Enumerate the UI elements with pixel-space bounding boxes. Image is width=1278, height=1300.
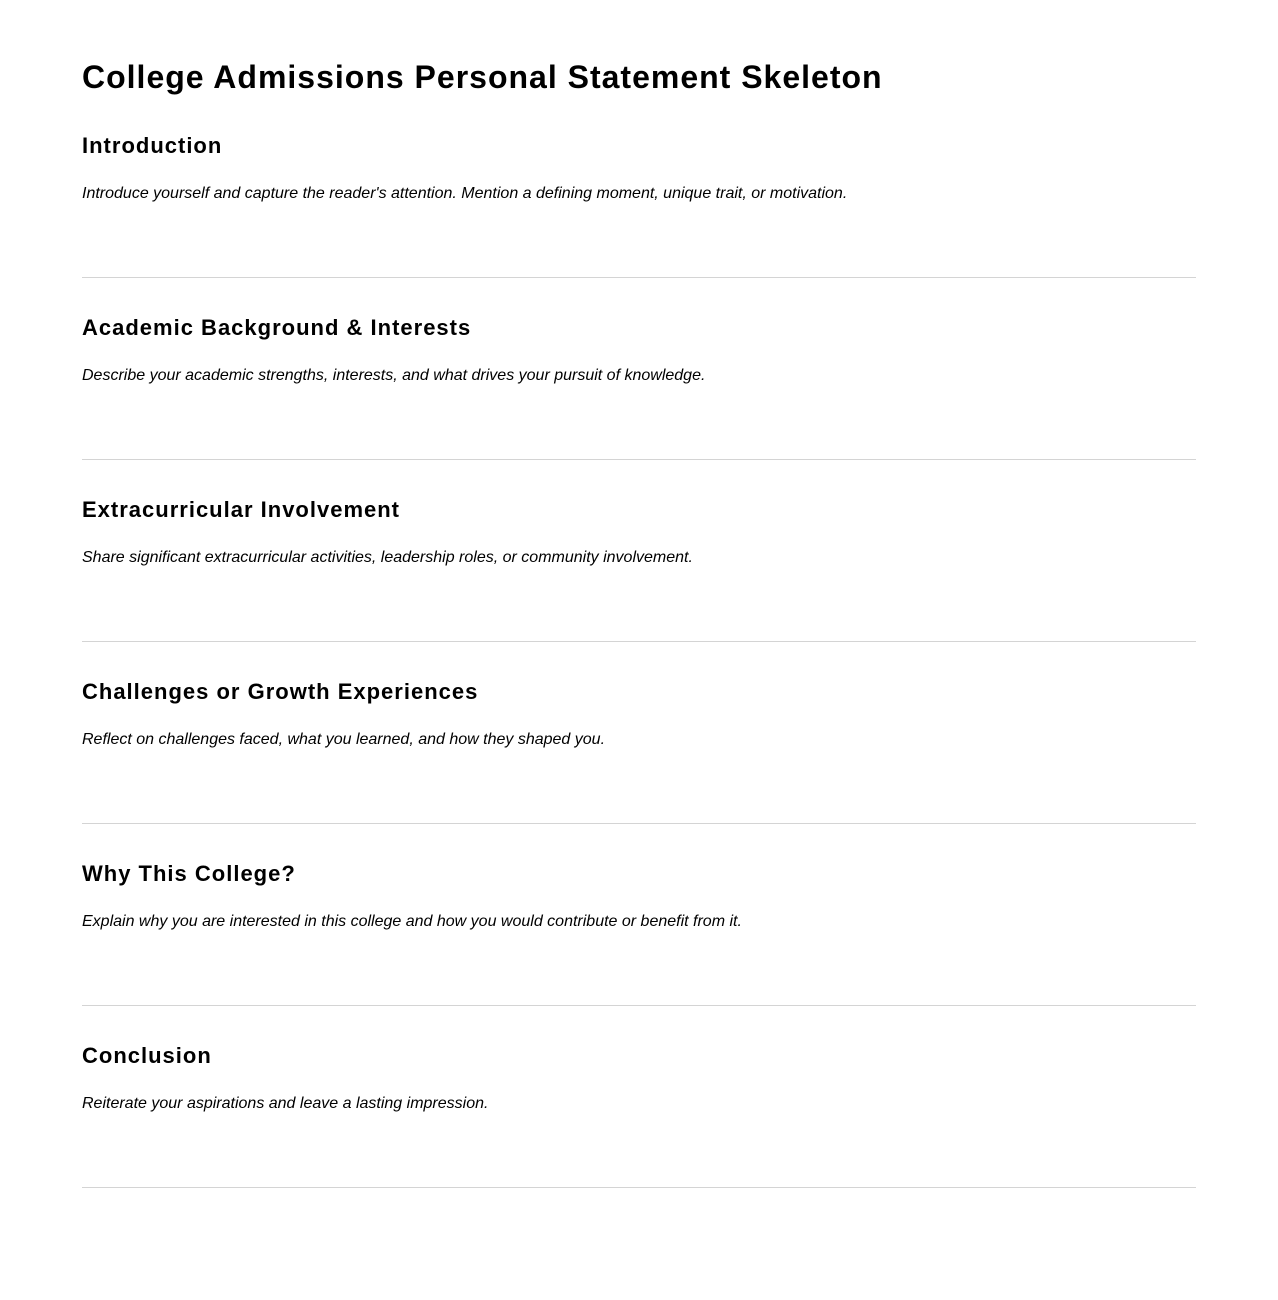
sections [82, 120, 1196, 1212]
section-introduction [82, 120, 1196, 278]
section-heading: Introduction [82, 133, 223, 158]
section-why-this-college [82, 848, 1196, 1006]
section-prompt: Reflect on challenges faced, what you learned, and how they shaped you. [82, 731, 606, 748]
section-challenges [82, 666, 1196, 824]
page-title: College Admissions Personal Statement Skeleton [82, 59, 883, 95]
section-prompt: Introduce yourself and capture the reader's attention. Mention a defining moment, unique trait, or motivation. [82, 185, 848, 202]
section-heading: Extracurricular Involvement [82, 497, 401, 522]
section-heading: Challenges or Growth Experiences [82, 679, 479, 704]
section-heading: Conclusion [82, 1043, 212, 1068]
section-prompt: Share significant extracurricular activities, leadership roles, or community involvement. [82, 549, 693, 566]
section-heading: Why This College? [82, 861, 296, 886]
section-heading: Academic Background & Interests [82, 315, 472, 340]
section-prompt: Reiterate your aspirations and leave a lasting impression. [82, 1095, 489, 1112]
section-academic-background [82, 302, 1196, 460]
section-conclusion [82, 1030, 1196, 1188]
section-prompt: Describe your academic strengths, interests, and what drives your pursuit of knowledge. [82, 367, 706, 384]
section-prompt: Explain why you are interested in this college and how you would contribute or benefit from it. [82, 913, 742, 930]
section-extracurricular [82, 484, 1196, 642]
